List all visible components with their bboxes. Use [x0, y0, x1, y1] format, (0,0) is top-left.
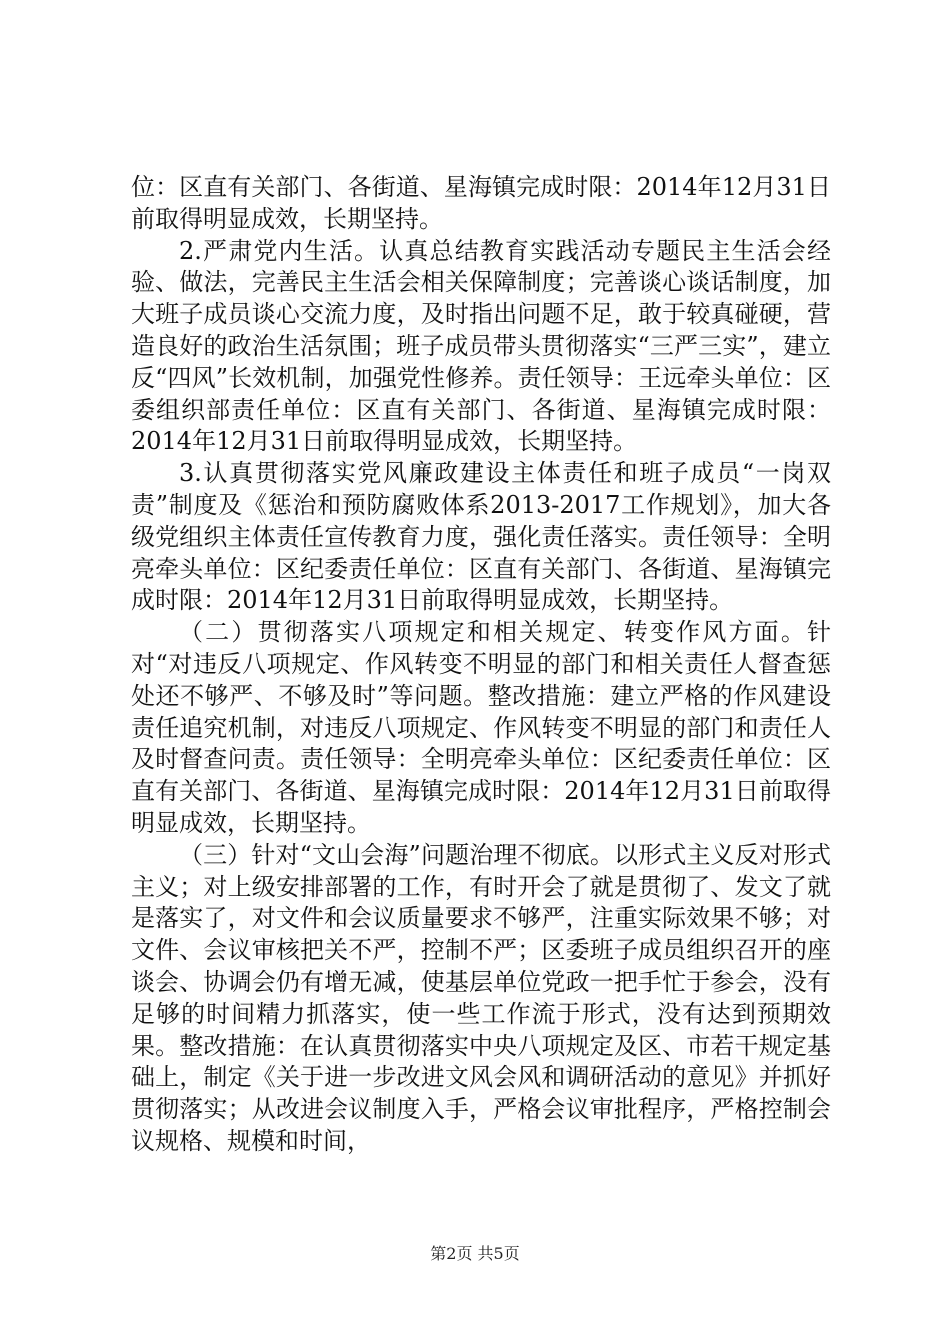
paragraph-item-2: 2.严肃党内生活。认真总结教育实践活动专题民主生活会经验、做法，完善民主生活会相关保障制度；完善谈心谈话制度，加大班子成员谈心交流力度，及时指出问题不足，敢于较真碰硬，营造良好的政治生活氛围；班子成员带头贯彻落实“三严三实”，建立反“四风”长效机制，加强党性修养。责任领导：王远牵头单位：区委组织部责任单位：区直有关部门、各街道、星海镇完成时限：2014年12月31日前取得明显成效，长期坚持。	[131, 236, 831, 456]
paragraph-section-2: （二）贯彻落实八项规定和相关规定、转变作风方面。针对“对违反八项规定、作风转变不明显的部门和相关责任人督查惩处还不够严、不够及时”等问题。整改措施：建立严格的作风建设责任追究机制，对违反八项规定、作风转变不明显的部门和责任人及时督查问责。责任领导：全明亮牵头单位：区纪委责任单位：区直有关部门、各街道、星海镇完成时限：2014年12月31日前取得明显成效，长期坚持。	[131, 618, 831, 837]
page-footer: 第2页 共5页	[430, 1244, 520, 1263]
paragraph-item-3: 3.认真贯彻落实党风廉政建设主体责任和班子成员“一岗双责”制度及《惩治和预防腐败体系2013-2017工作规划》，加大各级党组织主体责任宣传教育力度，强化责任落实。责任领导：全明亮牵头单位：区纪委责任单位：区直有关部门、各街道、星海镇完成时限：2014年12月31日前取得明显成效，长期坚持。	[131, 459, 831, 615]
paragraph-continuation: 位：区直有关部门、各街道、星海镇完成时限：2014年12月31日前取得明显成效，长期坚持。	[131, 173, 831, 233]
paragraph-section-3: （三）针对“文山会海”问题治理不彻底。以形式主义反对形式主义；对上级安排部署的工作，有时开会了就是贯彻了、发文了就是落实了，对文件和会议质量要求不够严，注重实际效果不够；对文件、会议审核把关不严，控制不严；区委班子成员组织召开的座谈会、协调会仍有增无减，使基层单位党政一把手忙于参会，没有足够的时间精力抓落实，使一些工作流于形式，没有达到预期效果。整改措施：在认真贯彻落实中央八项规定及区、市若干规定基础上，制定《关于进一步改进文风会风和调研活动的意见》并抓好贯彻落实；从改进会议制度入手，严格会议审批程序，严格控制会议规格、规模和时间，	[131, 840, 831, 1155]
document-body	[131, 172, 831, 1158]
